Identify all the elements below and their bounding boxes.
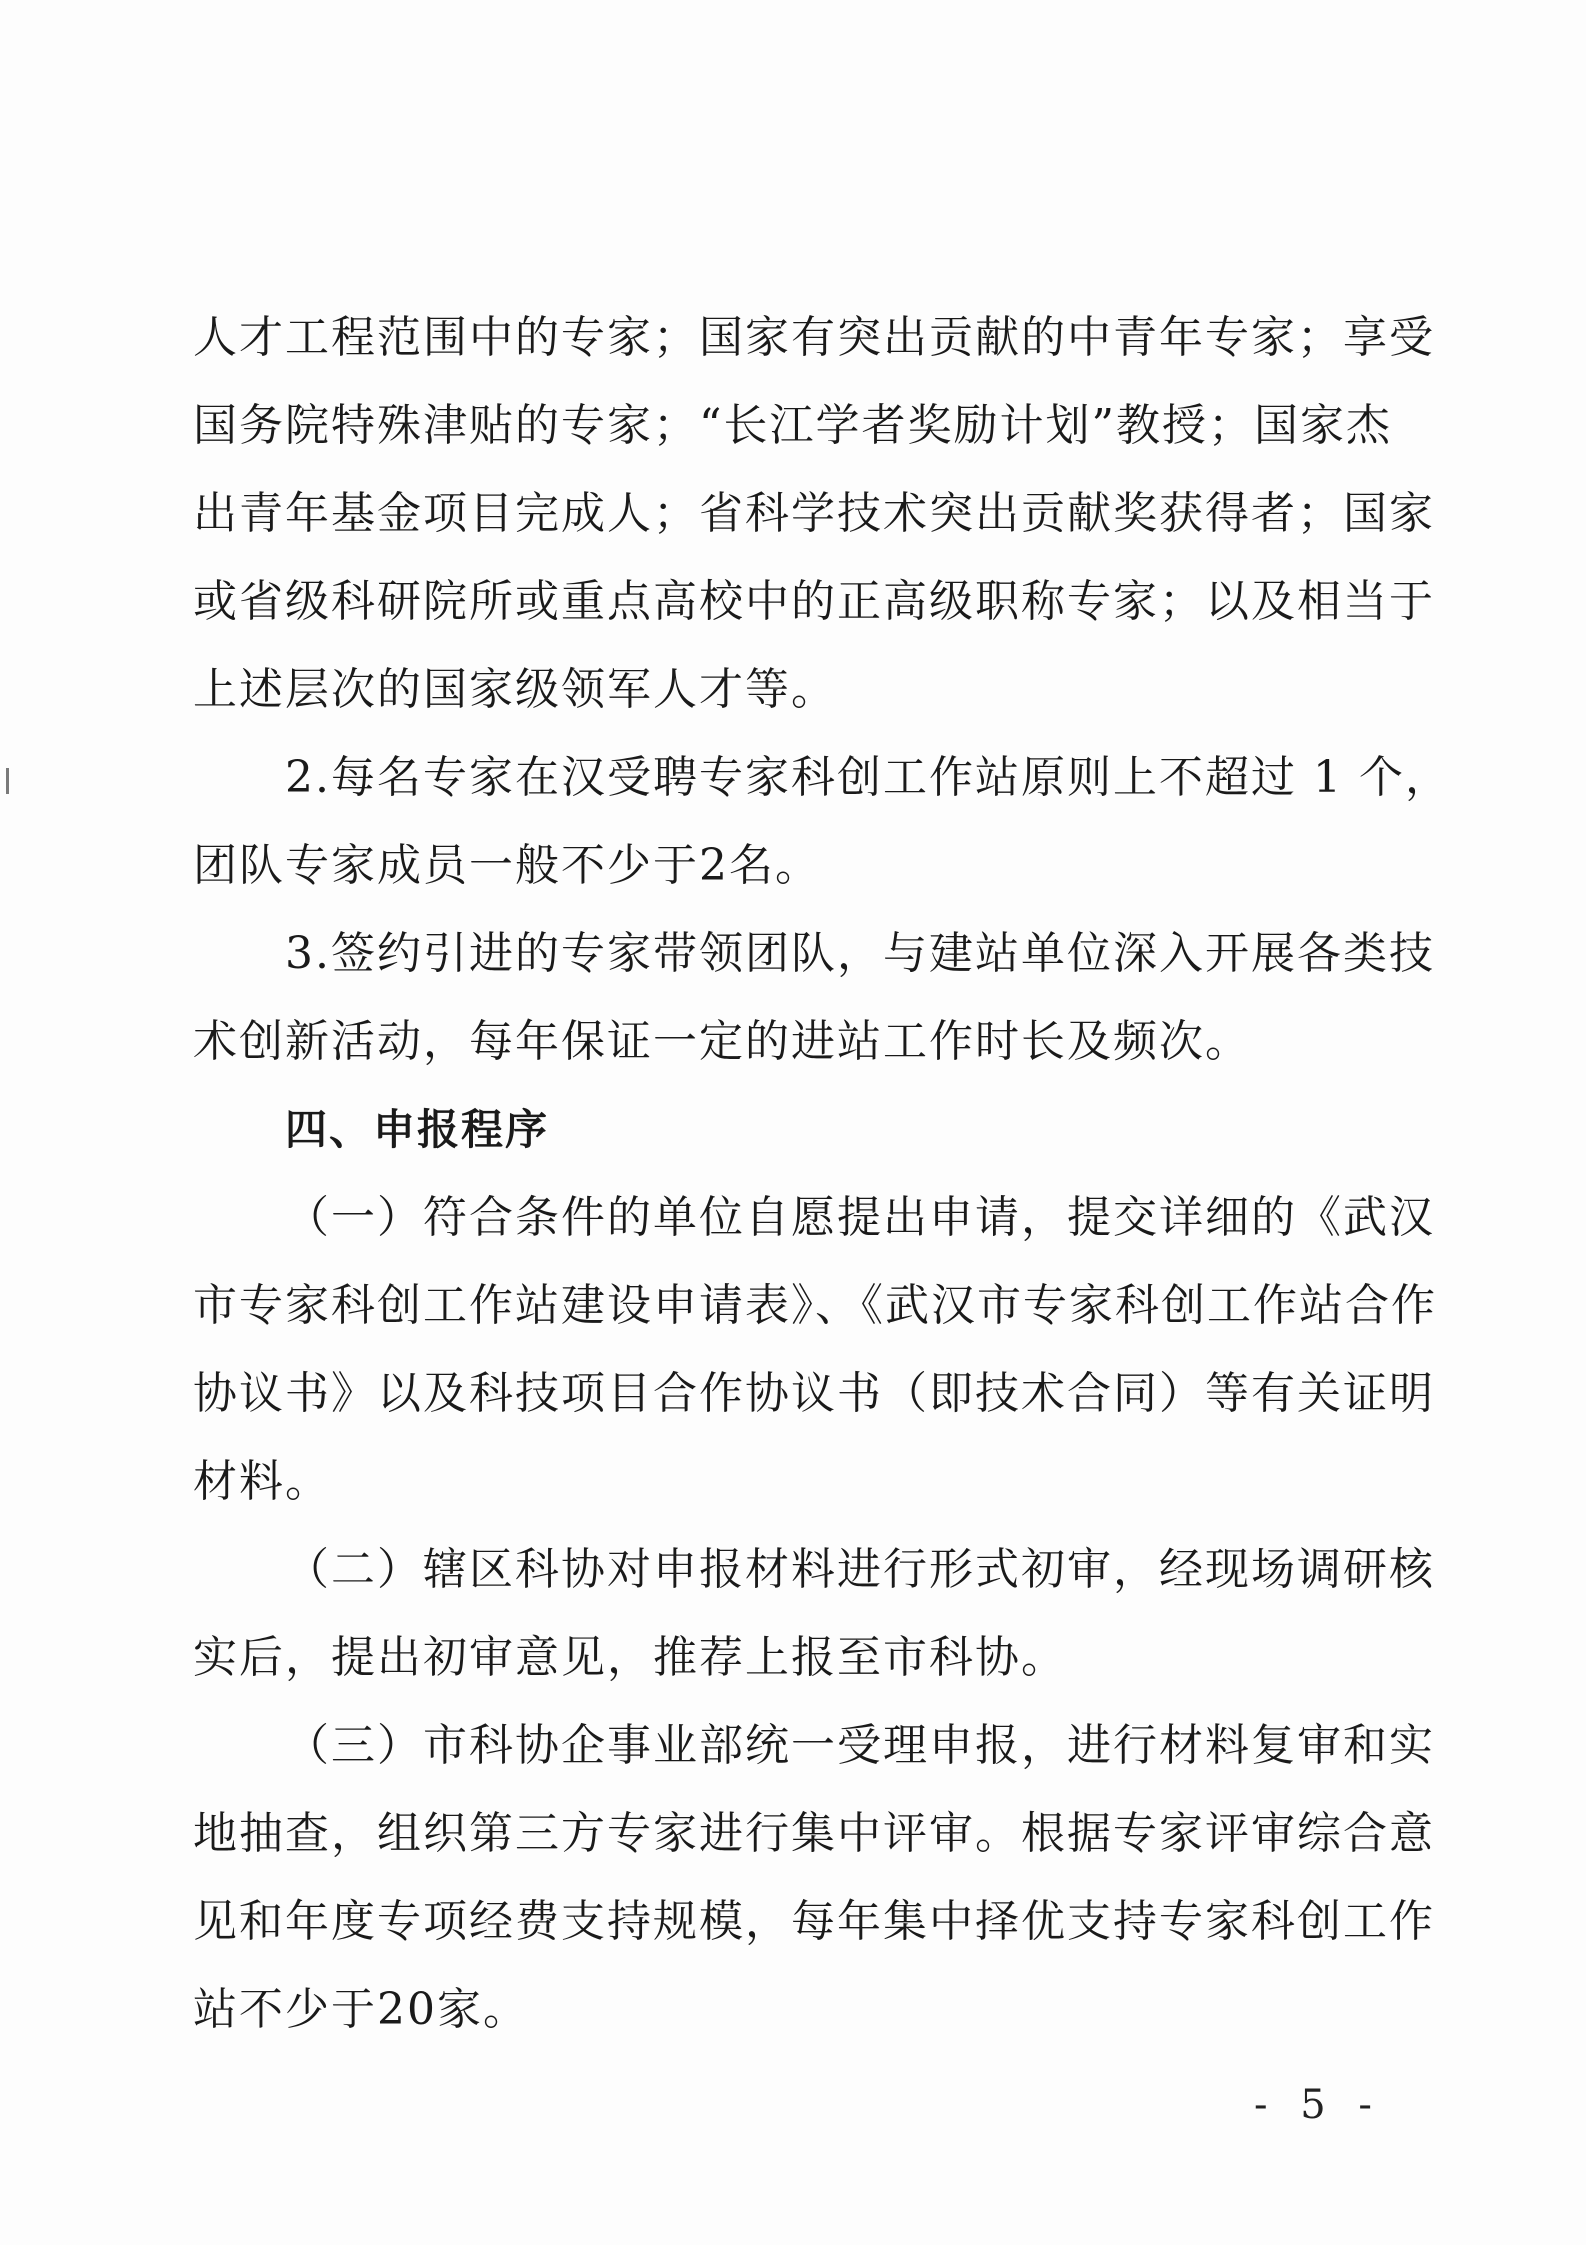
paragraph-line: 术创新活动，每年保证一定的进站工作时长及频次。 [193, 1016, 1251, 1067]
paragraph-line: 实后，提出初审意见，推荐上报至市科协。 [193, 1632, 1067, 1683]
paragraph-line: （三）市科协企事业部统一受理申报，进行材料复审和实 [285, 1720, 1435, 1771]
paragraph-line: 材料。 [193, 1456, 331, 1507]
paragraph-line: 国务院特殊津贴的专家；“长江学者奖励计划”教授；国家杰 [193, 400, 1392, 451]
paragraph-line: 出青年基金项目完成人；省科学技术突出贡献奖获得者；国家 [193, 488, 1435, 539]
paragraph-line: 地抽查，组织第三方专家进行集中评审。根据专家评审综合意 [193, 1808, 1435, 1859]
paragraph-line: 人才工程范围中的专家；国家有突出贡献的中青年专家；享受 [193, 312, 1435, 363]
paragraph-line: 协议书》以及科技项目合作协议书（即技术合同）等有关证明 [193, 1368, 1435, 1419]
paragraph-line: 2.每名专家在汉受聘专家科创工作站原则上不超过 1 个， [285, 752, 1451, 803]
paragraph-line: 市专家科创工作站建设申请表》、《武汉市专家科创工作站合作 [193, 1280, 1437, 1331]
paragraph-line: 见和年度专项经费支持规模，每年集中择优支持专家科创工作 [193, 1896, 1435, 1947]
scan-artifact-mark [6, 768, 9, 794]
paragraph-line: 站不少于20家。 [193, 1984, 529, 2035]
paragraph-line: 或省级科研院所或重点高校中的正高级职称专家；以及相当于 [193, 576, 1435, 627]
paragraph-line: （一）符合条件的单位自愿提出申请，提交详细的《武汉 [285, 1192, 1435, 1243]
paragraph-line: 团队专家成员一般不少于2名。 [193, 840, 821, 891]
paragraph-line: 上述层次的国家级领军人才等。 [193, 664, 837, 715]
page-number: - 5 - [1254, 2082, 1382, 2128]
paragraph-line: 3.签约引进的专家带领团队，与建站单位深入开展各类技 [285, 928, 1435, 979]
section-heading: 四、申报程序 [285, 1105, 550, 1154]
paragraph-line: （二）辖区科协对申报材料进行形式初审，经现场调研核 [285, 1544, 1435, 1595]
